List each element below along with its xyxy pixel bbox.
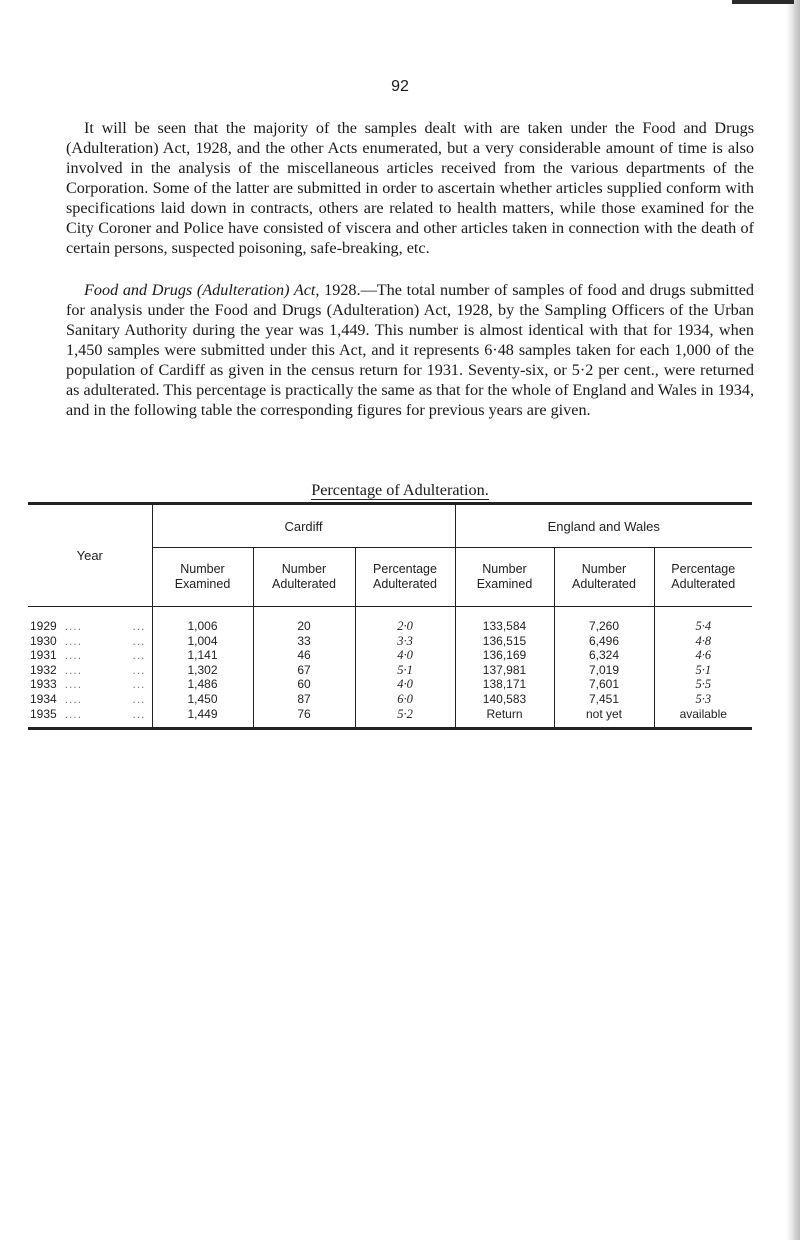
england-percentage-cell: 5·4 — [654, 607, 752, 634]
adulteration-table-container — [28, 502, 752, 730]
cardiff-adulterated-cell: 76 — [253, 707, 355, 729]
cardiff-examined-header: Number Examined — [152, 548, 253, 607]
leader-dots: .... — [64, 677, 83, 692]
table-row — [28, 634, 752, 649]
cardiff-examined-cell: 1,004 — [152, 634, 253, 649]
england-adulterated-cell: 7,260 — [554, 607, 654, 634]
year-value: 1935 — [30, 706, 57, 721]
year-cell — [28, 707, 152, 729]
england-percentage-cell: 4·8 — [654, 634, 752, 649]
leader-dots-end: ... — [132, 619, 146, 633]
england-examined-cell: 133,584 — [455, 607, 554, 634]
table-row — [28, 663, 752, 678]
leader-dots: .... — [64, 662, 83, 677]
cardiff-adulterated-cell: 33 — [253, 634, 355, 649]
year-cell — [28, 634, 152, 649]
cardiff-adulterated-header: Number Adulterated — [253, 548, 355, 607]
scan-edge-shadow — [786, 0, 800, 1240]
year-header: Year — [28, 504, 152, 607]
cardiff-percentage-cell: 4·0 — [355, 677, 455, 692]
leader-dots-end: ... — [132, 662, 146, 677]
scan-edge-mark — [732, 0, 794, 4]
leader-dots-end: ... — [132, 706, 146, 721]
england-adulterated-header: Number Adulterated — [554, 548, 654, 607]
cardiff-examined-cell: 1,302 — [152, 663, 253, 678]
england-percentage-cell: 5·5 — [654, 677, 752, 692]
table-row — [28, 707, 752, 729]
cardiff-percentage-header: Percentage Adulterated — [355, 548, 455, 607]
table-row — [28, 677, 752, 692]
year-value: 1931 — [30, 648, 57, 663]
england-examined-cell: 140,583 — [455, 692, 554, 707]
cardiff-examined-cell: 1,449 — [152, 707, 253, 729]
paragraph-intro: It will be seen that the majority of the samples dealt with are taken under the Food and Drugs (Adulteration) Act, 1928, and the other Acts enumerated, but a very considerable amount of time is also involved in the analysis of the miscellaneous articles received from the various departments of the Corporation. Some of the latter are submitted in order to ascertain whether articles supplied conform with specifications laid down in contracts, others are related to health matters, while those examined for the City Coroner and Police have consisted of viscera and other articles taken in connection with the death of certain persons, suspected poisoning, safe-breaking, etc. — [66, 119, 754, 257]
cardiff-percentage-cell: 2·0 — [355, 607, 455, 634]
year-cell — [28, 663, 152, 678]
paragraph-food-drugs-body: —The total number of samples of food and drugs submitted for analysis under the Food and Drugs (Adulteration) Act, 1928, by the Sampling Officers of the Urban Sanitary Authority during the year was 1,449. This number is almost identical with that for 1934, when 1,450 samples were submitted under this Act, and it represents 6·48 samples taken for each 1,000 of the population of Cardiff as given in the census return for 1931. Seventy-six, or 5·2 per cent., were returned as adulterated. This percentage is practically the same as that for the whole of England and Wales in 1934, and in the following table the corresponding figures for previous years are given. — [66, 281, 754, 419]
leader-dots: .... — [64, 633, 83, 648]
england-adulterated-cell: 7,601 — [554, 677, 654, 692]
table-row — [28, 648, 752, 663]
england-adulterated-cell: 6,496 — [554, 634, 654, 649]
cardiff-adulterated-cell: 46 — [253, 648, 355, 663]
cardiff-examined-cell: 1,141 — [152, 648, 253, 663]
year-value: 1929 — [30, 619, 57, 633]
year-cell — [28, 692, 152, 707]
act-title: Food and Drugs (Adulteration) Act, — [84, 281, 320, 299]
england-percentage-header: Percentage Adulterated — [654, 548, 752, 607]
england-adulterated-cell: not yet — [554, 707, 654, 729]
year-cell — [28, 607, 152, 634]
cardiff-percentage-cell: 5·1 — [355, 663, 455, 678]
cardiff-adulterated-cell: 67 — [253, 663, 355, 678]
page-number: 92 — [391, 78, 409, 95]
cardiff-examined-cell: 1,006 — [152, 607, 253, 634]
leader-dots-end: ... — [132, 648, 146, 663]
england-percentage-cell: available — [654, 707, 752, 729]
cardiff-percentage-cell: 4·0 — [355, 648, 455, 663]
cardiff-percentage-cell: 6·0 — [355, 692, 455, 707]
year-value: 1933 — [30, 677, 57, 692]
leader-dots-end: ... — [132, 633, 146, 648]
leader-dots: .... — [64, 706, 83, 721]
year-value: 1930 — [30, 633, 57, 648]
cardiff-adulterated-cell: 20 — [253, 607, 355, 634]
england-percentage-cell: 5·3 — [654, 692, 752, 707]
year-value: 1932 — [30, 662, 57, 677]
cardiff-percentage-cell: 5·2 — [355, 707, 455, 729]
england-examined-cell: 137,981 — [455, 663, 554, 678]
cardiff-examined-cell: 1,486 — [152, 677, 253, 692]
england-examined-cell: 138,171 — [455, 677, 554, 692]
england-adulterated-cell: 6,324 — [554, 648, 654, 663]
leader-dots: .... — [64, 648, 83, 663]
england-adulterated-cell: 7,451 — [554, 692, 654, 707]
england-examined-cell: 136,169 — [455, 648, 554, 663]
england-percentage-cell: 4·6 — [654, 648, 752, 663]
leader-dots-end: ... — [132, 677, 146, 692]
england-examined-cell: Return — [455, 707, 554, 729]
table-row — [28, 607, 752, 634]
year-value: 1934 — [30, 691, 57, 706]
cardiff-examined-cell: 1,450 — [152, 692, 253, 707]
table-caption: Percentage of Adulteration. — [311, 481, 489, 499]
cardiff-adulterated-cell: 60 — [253, 677, 355, 692]
cardiff-adulterated-cell: 87 — [253, 692, 355, 707]
adulteration-table — [28, 502, 752, 730]
table-row — [28, 692, 752, 707]
cardiff-percentage-cell: 3·3 — [355, 634, 455, 649]
year-cell — [28, 648, 152, 663]
england-wales-group-header: England and Wales — [455, 504, 752, 548]
leader-dots: .... — [64, 619, 83, 633]
cardiff-group-header: Cardiff — [152, 504, 455, 548]
england-adulterated-cell: 7,019 — [554, 663, 654, 678]
act-year: 1928. — [324, 281, 361, 299]
england-examined-cell: 136,515 — [455, 634, 554, 649]
leader-dots: .... — [64, 691, 83, 706]
paragraph-food-drugs — [66, 280, 754, 420]
year-cell — [28, 677, 152, 692]
england-examined-header: Number Examined — [455, 548, 554, 607]
england-percentage-cell: 5·1 — [654, 663, 752, 678]
leader-dots-end: ... — [132, 691, 146, 706]
